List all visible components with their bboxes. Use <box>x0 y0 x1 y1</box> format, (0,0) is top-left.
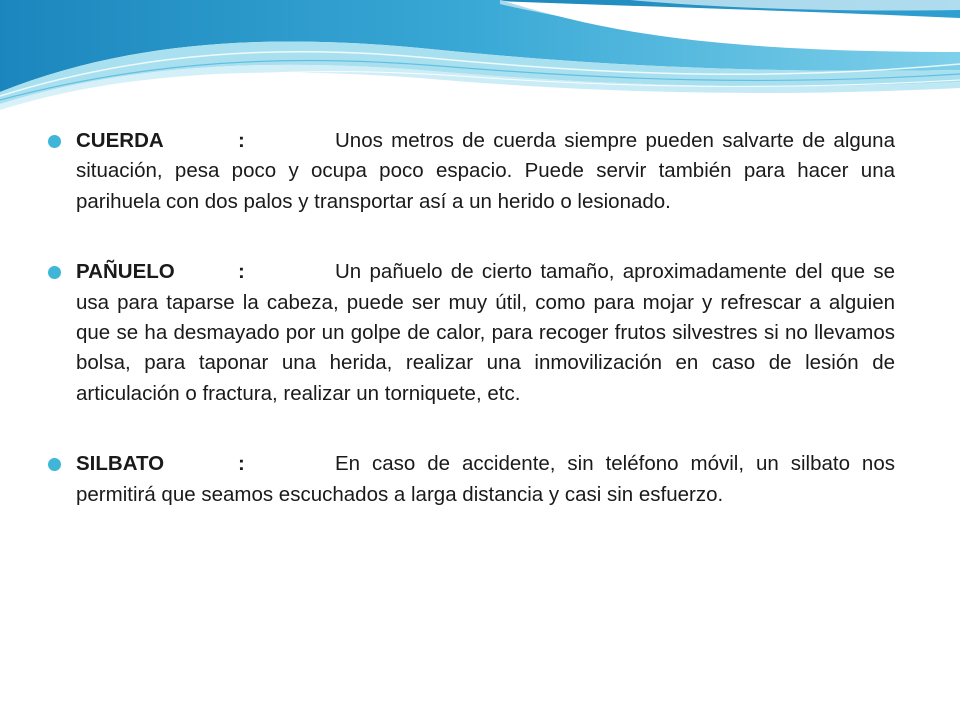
item-description: Un pañuelo de cierto tamaño, aproximadamente del que se usa para taparse la cabeza, puede ser muy útil, como para mojar y refrescar a alguien que se ha desmayado por un golpe de calor, para recoger frutos silvestres si no llevamos bolsa, para taponar una herida, realizar una inmovilización en caso de lesión de articulación o fractura, realizar un torniquete, etc. <box>76 260 895 405</box>
bullet-dot-icon <box>48 458 61 471</box>
list-item-silbato <box>48 449 895 510</box>
item-term: CUERDA <box>76 129 164 152</box>
bullet-dot-icon <box>48 266 61 279</box>
item-term: SILBATO <box>76 452 165 476</box>
bullet-dot-icon <box>48 135 61 148</box>
item-separator: : <box>238 452 245 476</box>
header-wave-decoration <box>0 0 960 120</box>
item-separator: : <box>238 129 245 152</box>
item-description: Unos metros de cuerda siempre pueden salvarte de alguna situación, pesa poco y ocupa poco espacio. Puede servir también para hacer una parihuela con dos palos y transportar así a un herido o lesionado. <box>76 129 895 213</box>
item-separator: : <box>238 260 245 284</box>
item-description: En caso de accidente, sin teléfono móvil, un silbato nos permitirá que seamos escuchados a larga distancia y casi sin esfuerzo. <box>76 452 895 506</box>
item-term: PAÑUELO <box>76 260 175 284</box>
list-item-cuerda <box>48 126 895 217</box>
list-item-panuelo <box>48 257 895 409</box>
bullet-list <box>48 126 895 550</box>
